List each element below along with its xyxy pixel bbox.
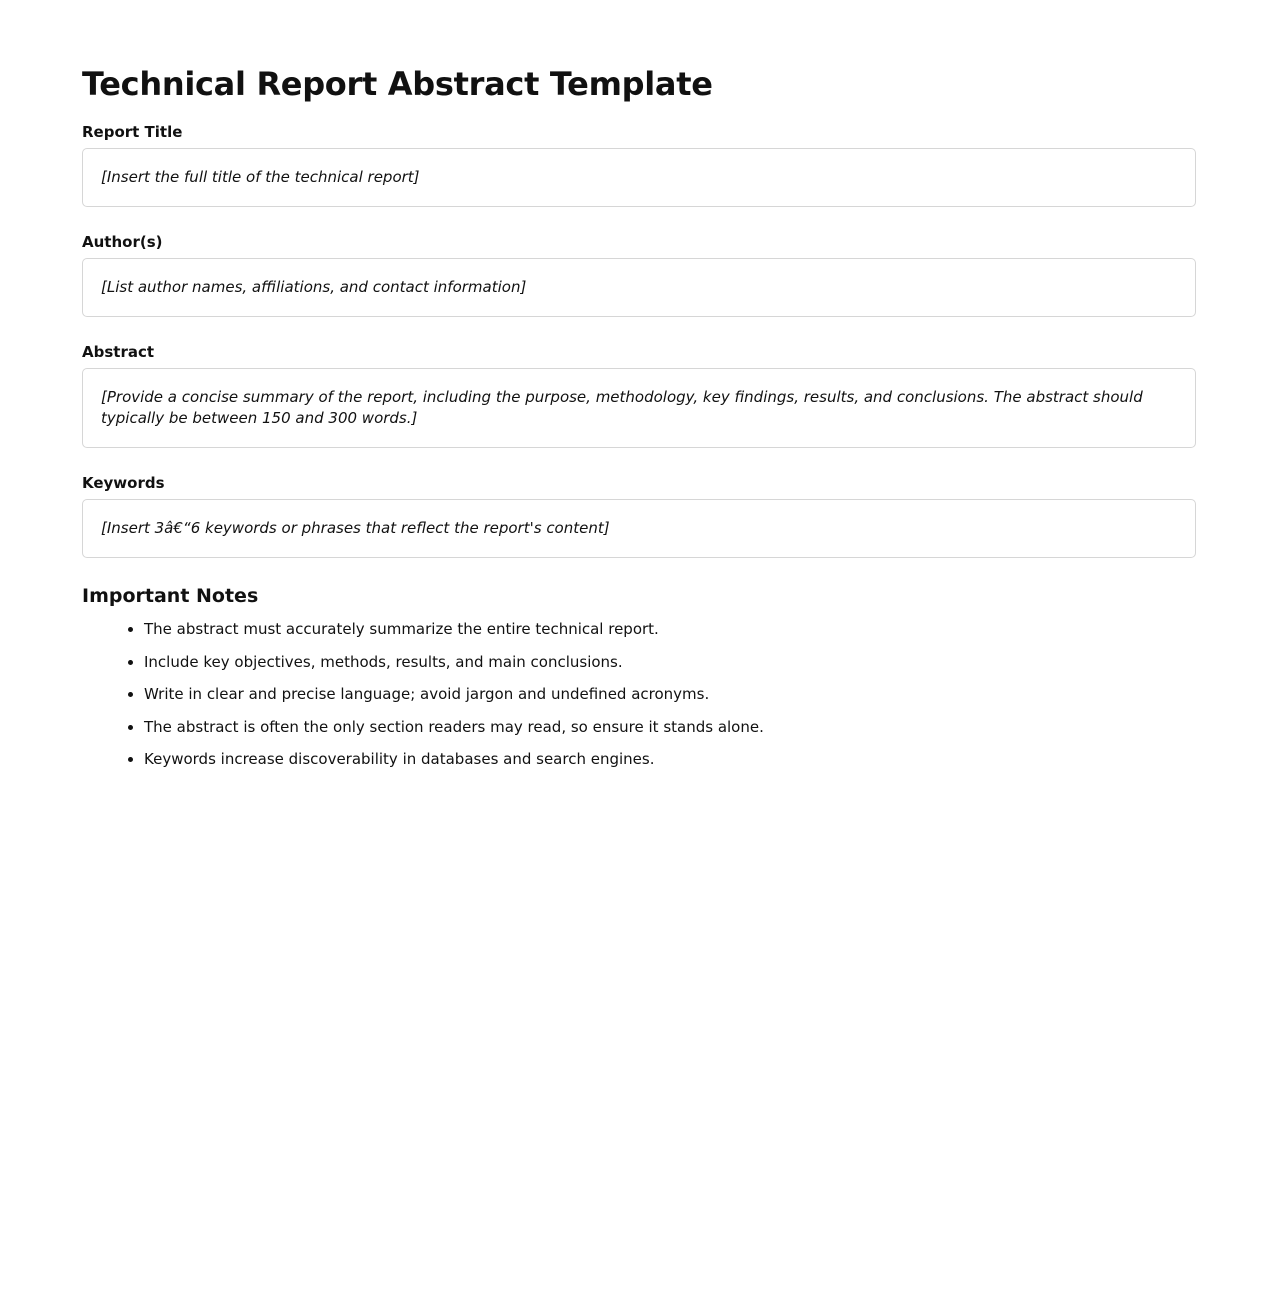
notes-list (82, 619, 1196, 769)
abstract-label: Abstract (82, 343, 155, 361)
important-notes-section (82, 583, 1196, 769)
authors-field (82, 232, 1196, 317)
keywords-label: Keywords (82, 474, 165, 492)
list-item: • The abstract is often the only section readers may read, so ensure it stands alone. (144, 717, 1196, 737)
authors-label: Author(s) (82, 233, 163, 251)
keywords-field (82, 473, 1196, 558)
report-title-box[interactable]: [Insert the full title of the technical report] (82, 148, 1196, 207)
report-title-field (82, 122, 1196, 207)
list-item: • Write in clear and precise language; avoid jargon and undefined acronyms. (144, 684, 1196, 704)
notes-title: Important Notes (82, 585, 259, 607)
list-item: • The abstract must accurately summarize the entire technical report. (144, 619, 1196, 639)
document-container (82, 62, 1196, 782)
abstract-field (82, 342, 1196, 448)
abstract-box[interactable]: [Provide a concise summary of the report, including the purpose, methodology, key findings, results, and conclusions. The abstract should typically be between 150 and 300 words.] (82, 368, 1196, 448)
list-item: • Include key objectives, methods, results, and main conclusions. (144, 652, 1196, 672)
list-item: • Keywords increase discoverability in databases and search engines. (144, 749, 1196, 769)
report-title-label: Report Title (82, 123, 183, 141)
keywords-box[interactable]: [Insert 3â€“6 keywords or phrases that reflect the report's content] (82, 499, 1196, 558)
page-title: Technical Report Abstract Template (82, 65, 713, 103)
authors-box[interactable]: [List author names, affiliations, and contact information] (82, 258, 1196, 317)
